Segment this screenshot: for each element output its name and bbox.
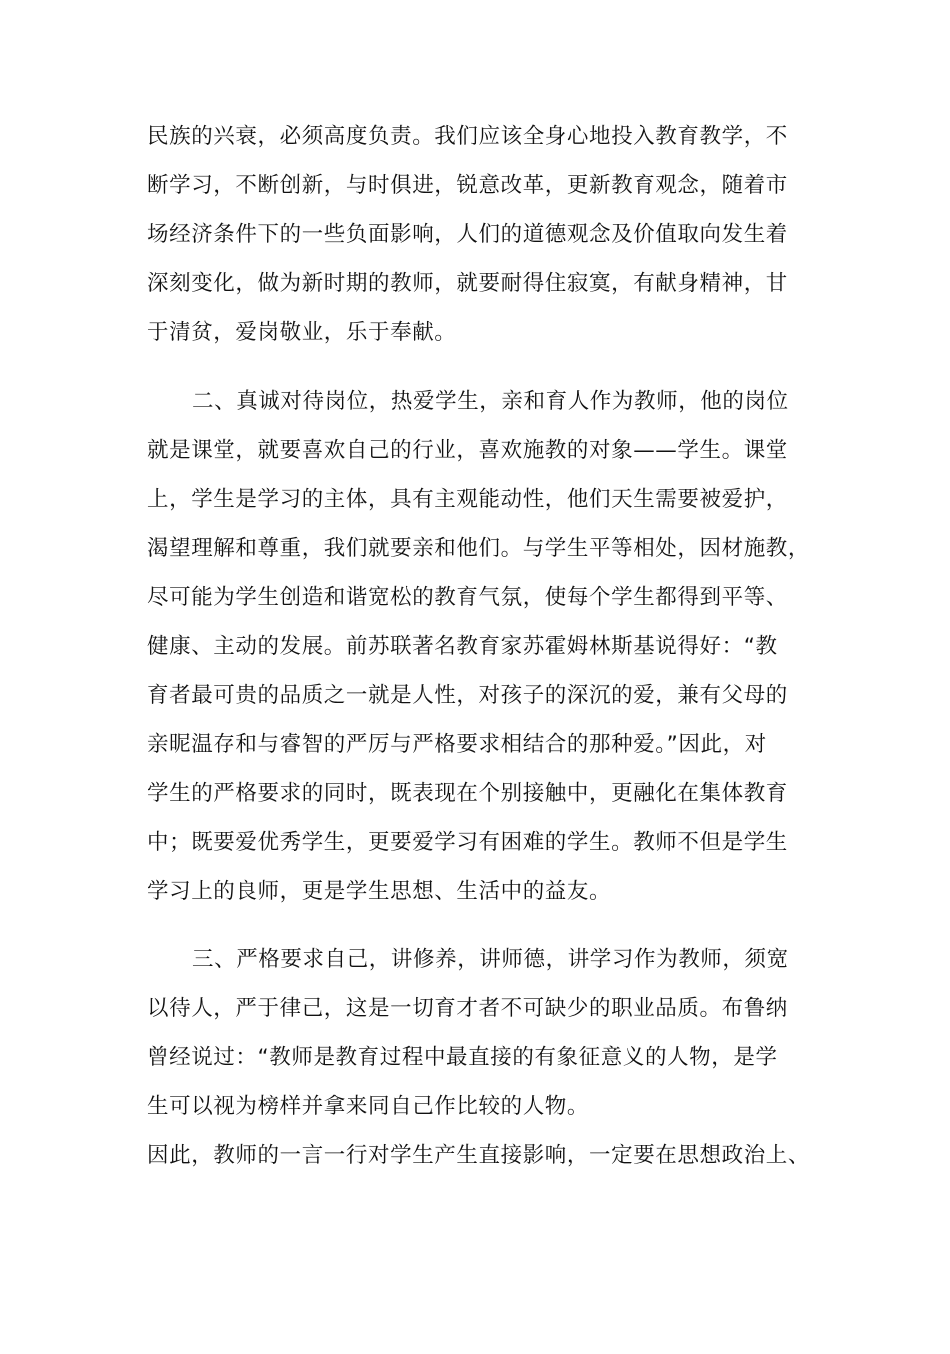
- text-line: 渴望理解和尊重，我们就要亲和他们。与学生平等相处，因材施教，: [147, 536, 811, 561]
- text-line: 上，学生是学习的主体，具有主观能动性，他们天生需要被爱护，: [147, 487, 788, 512]
- text-line: 健康、主动的发展。前苏联著名教育家苏霍姆林斯基说得好：“教: [147, 634, 778, 659]
- text-line: 场经济条件下的一些负面影响，人们的道德观念及价值取向发生着: [147, 222, 788, 247]
- text-line: 以待人，严于律己，这是一切育才者不可缺少的职业品质。布鲁纳: [147, 996, 788, 1021]
- text-line: 断学习，不断创新，与时俱进，锐意改革，更新教育观念，随着市: [147, 173, 788, 198]
- text-line: 民族的兴衰，必须高度负责。我们应该全身心地投入教育教学，不: [147, 124, 788, 149]
- text-line: 就是课堂，就要喜欢自己的行业，喜欢施教的对象——学生。课堂: [147, 438, 788, 463]
- text-line: 因此，教师的一言一行对学生产生直接影响，一定要在思想政治上、: [147, 1143, 811, 1168]
- text-line: 深刻变化，做为新时期的教师，就要耐得住寂寞，有献身精神，甘: [147, 271, 788, 296]
- text-line: 亲昵温存和与睿智的严厉与严格要求相结合的那种爱。”因此，对: [147, 732, 767, 757]
- text-line: 中；既要爱优秀学生，更要爱学习有困难的学生。教师不但是学生: [147, 830, 788, 855]
- text-line: 学生的严格要求的同时，既表现在个别接触中，更融化在集体教育: [147, 781, 788, 806]
- text-line: 尽可能为学生创造和谐宽松的教育气氛，使每个学生都得到平等、: [147, 585, 788, 610]
- text-line: 于清贫，爱岗敬业，乐于奉献。: [147, 320, 457, 345]
- text-line: 学习上的良师，更是学生思想、生活中的益友。: [147, 879, 612, 904]
- section-three-heading-line: 三、严格要求自己，讲修养，讲师德，讲学习作为教师，须宽: [192, 947, 789, 972]
- section-two-heading-line: 二、真诚对待岗位，热爱学生，亲和育人作为教师，他的岗位: [192, 389, 789, 414]
- text-line: 育者最可贵的品质之一就是人性，对孩子的深沉的爱，兼有父母的: [147, 683, 788, 708]
- text-line: 曾经说过：“教师是教育过程中最直接的有象征意义的人物，是学: [147, 1045, 778, 1070]
- text-line: 生可以视为榜样并拿来同自己作比较的人物。: [147, 1094, 590, 1119]
